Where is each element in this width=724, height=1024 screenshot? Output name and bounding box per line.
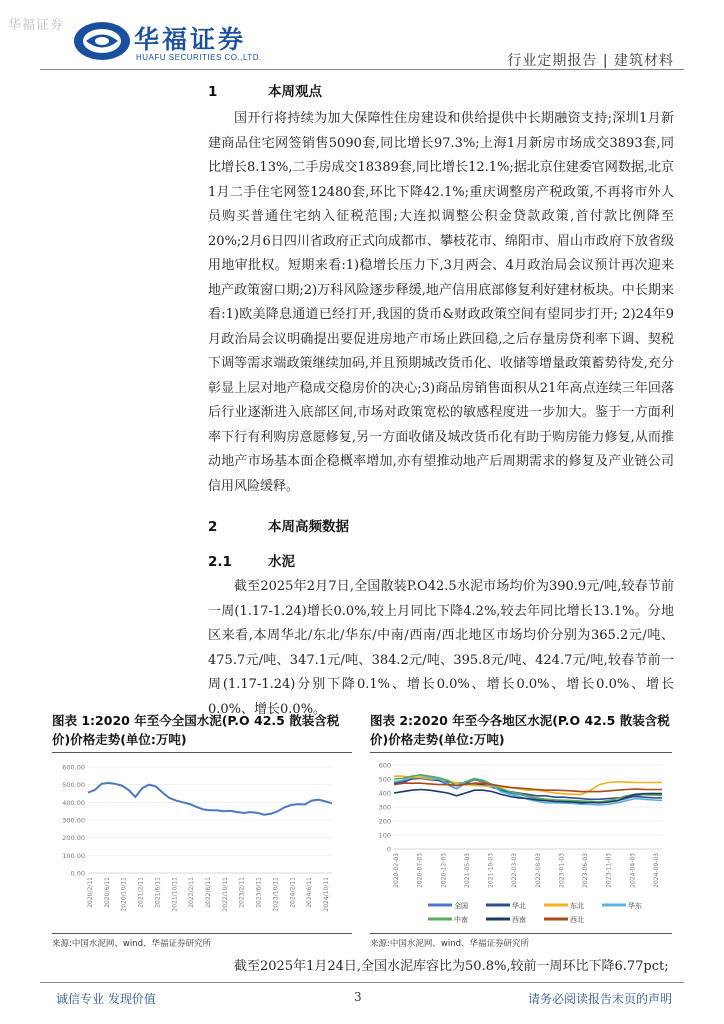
section-number: 2 xyxy=(208,519,218,535)
figure-1-source: 来源:中国水泥网、wind、华福证券研究所 xyxy=(52,939,211,949)
company-name-en: HUAFU SECURITIES CO.,LTD. xyxy=(136,53,262,62)
x-tick-label: 2020/2/11 xyxy=(87,877,94,908)
section-number: 2.1 xyxy=(208,554,232,570)
x-tick-label: 2022/6/11 xyxy=(205,877,212,908)
x-tick-label: 2023-11-03 xyxy=(605,853,613,888)
legend-label: 华东 xyxy=(628,902,642,910)
section-2-1-paragraph: 截至2025年2月7日,全国散装P.O42.5水泥市场均价为390.9元/吨,较春节前一周(1.17-1.24)增长0.0%,较上月同比下降4.2%,较去年同比增长13.1%。分地区来看,本周华北/东北/华东/中南/西南/西北地区市场均价分别为365.2元/吨、475.7元/吨、347.1元/吨、384.2元/吨、395.8元/吨、424.7元/吨,较春节前一周(1.17-1.24)分别下降0.1%、增长0.0%、增长0.0%、增长0.0%、增长0.0%、增长0.0%。 xyxy=(208,579,674,717)
legend-label: 全国 xyxy=(454,902,468,910)
figure-1-title: 图表 1:2020 年至今全国水泥(P.O 42.5 散装含税价)价格走势(单位:万吨) xyxy=(52,713,340,747)
section-2-1-heading xyxy=(208,550,295,570)
y-tick-label: 0.00 xyxy=(70,869,85,878)
x-tick-label: 2021/6/11 xyxy=(154,877,162,908)
x-tick-label: 2020/10/11 xyxy=(120,877,128,912)
x-tick-label: 2022-03-03 xyxy=(511,853,519,888)
x-tick-label: 2023/10/11 xyxy=(272,877,280,912)
section-title: 本周观点 xyxy=(268,84,322,100)
x-tick-label: 2024-04-03 xyxy=(629,853,637,888)
x-tick-label: 2023-06-03 xyxy=(582,853,590,888)
x-tick-label: 2020/6/11 xyxy=(103,877,111,908)
y-tick-label: 0 xyxy=(386,845,391,854)
section-number: 1 xyxy=(208,84,218,100)
company-name-cn: 华福证券 xyxy=(134,25,247,54)
legend-label: 华北 xyxy=(512,902,526,910)
legend-label: 西南 xyxy=(512,916,526,924)
x-tick-label: 2021-05-03 xyxy=(463,853,471,888)
legend-label: 东北 xyxy=(570,902,584,910)
x-tick-label: 2023/2/11 xyxy=(238,877,246,908)
x-tick-label: 2020-12-03 xyxy=(440,853,448,888)
section-1-paragraph: 国开行将持续为加大保障性住房建设和供给提供中长期融资支持;深圳1月新建商品住宅网签销售5090套,同比增长97.3%;上海1月新房市场成交3893套,同比增长8.13%,二手房成交18389套,同比增长12.1%;据北京住建委官网数据,北京1月二手住宅网签12480套,环比下降42.1%;重庆调整房产税政策,不再将市外人员购买普通住宅纳入征税范围;大连拟调整公积金贷款政策,首付款比例降至20%;2月6日四川省政府正式向成都市、攀枝花市、绵阳市、眉山市政府下放省级用地审批权。短期来看:1)稳增长压力下,3月两会、4月政治局会议预计再次迎来地产政策窗口期;2)万科风险逐步释缓,地产信用底部修复利好建材板块。中长期来看:1)欧美降息通道已经打开,我国的货币&财政政策空间有望同步打开; 2)24年9月政治局会议明确提出要促进房地产市场止跌回稳,之后存量房贷利率下调、契税下调等需求端政策继续加码,并且预期城改货币化、收储等增量政策蓄势待发,充分彰显上层对地产稳成交稳房价的决心;3)商品房销售面积从21年高点连续三年回落后行业逐渐进入底部区间,市场对政策宽松的敏感程度进一步加大。鉴于一方面利率下行有利购房意愿修复,另一方面收储及城改货币化有助于购房能力修复,从而推动地产市场基本面企稳概率增加,亦有望推动地产后周期需求的修复及产业链公司信用风险缓释。 xyxy=(208,111,674,494)
y-tick-label: 500.00 xyxy=(62,781,85,790)
regional-cement-price-chart xyxy=(370,753,672,933)
document-type: 行业定期报告 | 建筑材料 xyxy=(507,53,674,69)
y-tick-label: 200 xyxy=(378,817,391,826)
figure-2-title: 图表 2:2020 年至今各地区水泥(P.O 42.5 散装含税价)价格走势(单位:万吨) xyxy=(370,713,670,747)
bottom-paragraph: 截至2025年1月24日,全国水泥库容比为50.8%,较前一周环比下降6.77pct; xyxy=(234,959,669,974)
y-tick-label: 200.00 xyxy=(62,834,85,843)
x-tick-label: 2024/10/11 xyxy=(323,877,330,912)
figure-2-source: 来源:中国水泥网、wind、华福证券研究所 xyxy=(370,939,529,949)
x-tick-label: 2022/2/11 xyxy=(188,877,196,908)
figure-2-frame xyxy=(370,752,672,934)
x-tick-label: 2024/6/11 xyxy=(306,877,314,908)
series-line-全国 xyxy=(88,783,332,815)
x-tick-label: 2020-07-03 xyxy=(416,853,424,888)
section-title: 水泥 xyxy=(268,554,295,570)
header-divider xyxy=(40,69,684,70)
footer-disclaimer: 请务必阅读报告末页的声明 xyxy=(527,992,672,1006)
y-tick-label: 400.00 xyxy=(62,798,85,807)
footer-divider xyxy=(40,982,684,983)
x-tick-label: 2023/6/11 xyxy=(255,877,263,908)
page-number: 3 xyxy=(354,990,362,1004)
watermark: 华福证券 xyxy=(8,18,65,33)
y-tick-label: 100 xyxy=(378,831,391,840)
y-tick-label: 500 xyxy=(378,775,391,784)
legend-label: 西北 xyxy=(570,916,584,924)
y-tick-label: 600.00 xyxy=(62,763,85,772)
x-tick-label: 2021/2/11 xyxy=(137,877,145,908)
y-tick-label: 400 xyxy=(378,789,391,798)
y-tick-label: 300 xyxy=(378,803,391,812)
x-tick-label: 2022-08-03 xyxy=(534,853,542,888)
x-tick-label: 2024-09-03 xyxy=(653,853,660,888)
x-tick-label: 2021-10-03 xyxy=(487,853,495,888)
section-2-heading xyxy=(208,515,349,535)
x-tick-label: 2022/10/11 xyxy=(221,877,229,912)
x-tick-label: 2024/2/11 xyxy=(289,877,297,908)
national-cement-price-chart xyxy=(52,753,352,933)
y-tick-label: 600 xyxy=(378,761,391,770)
y-tick-label: 300.00 xyxy=(62,816,85,825)
section-title: 本周高频数据 xyxy=(268,519,349,535)
x-tick-label: 2021/10/11 xyxy=(171,877,179,912)
figure-1-frame xyxy=(52,752,352,934)
section-1-heading xyxy=(208,80,322,100)
x-tick-label: 2023-01-03 xyxy=(558,853,566,888)
y-tick-label: 100.00 xyxy=(62,851,85,860)
x-tick-label: 2020-02-03 xyxy=(393,853,400,888)
legend-label: 中南 xyxy=(454,916,468,924)
footer-slogan: 诚信专业 发现价值 xyxy=(56,992,156,1006)
